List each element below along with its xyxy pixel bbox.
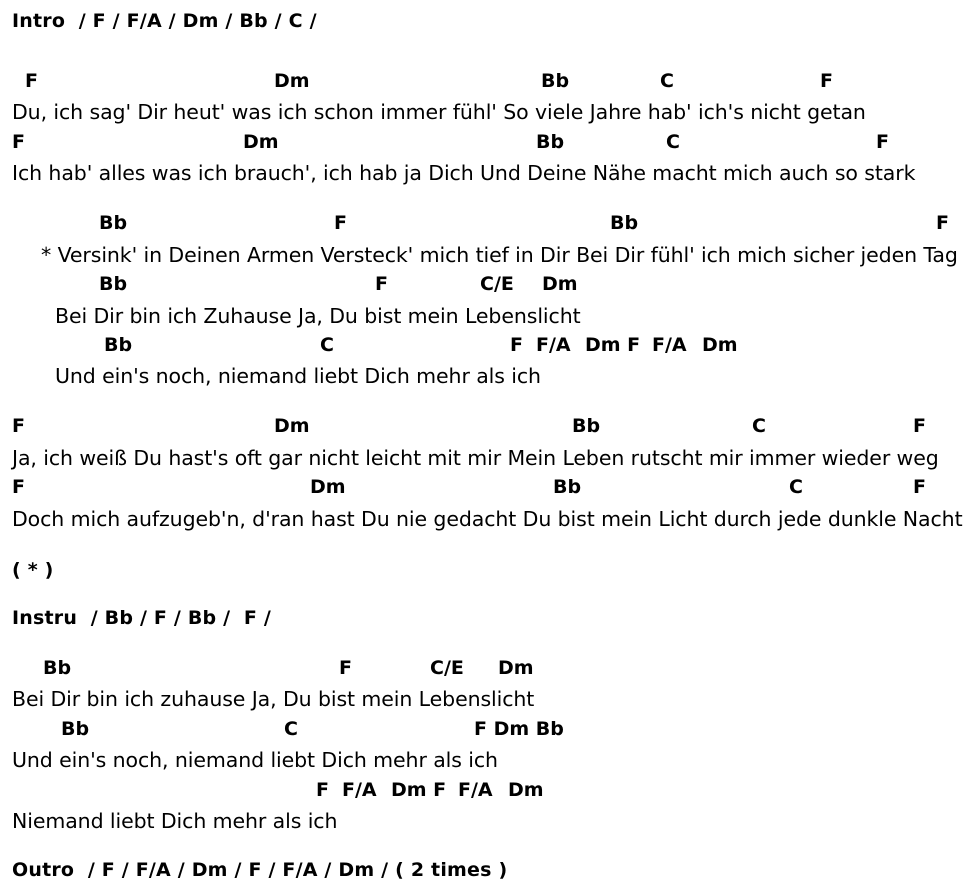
- chord: F: [316, 779, 329, 801]
- chord: F: [913, 476, 926, 498]
- chord: F/A: [536, 334, 571, 356]
- chord: F Dm Bb: [474, 718, 564, 740]
- chord: F: [936, 212, 949, 234]
- chord: F: [913, 415, 926, 437]
- repeat-marker: ( * ): [12, 559, 54, 581]
- outro-line: Outro / F / F/A / Dm / F / F/A / Dm / ( 2 times ): [12, 859, 508, 881]
- chord: Bb: [99, 273, 128, 295]
- lyric-line: Und ein's noch, niemand liebt Dich mehr als ich: [55, 364, 541, 388]
- chord: F/A: [342, 779, 377, 801]
- chord: C/E: [480, 273, 514, 295]
- chord: Bb: [541, 70, 570, 92]
- chord: Bb: [99, 212, 128, 234]
- chord: Dm: [274, 70, 310, 92]
- intro-line: Intro / F / F/A / Dm / Bb / C /: [12, 10, 317, 32]
- chord: C: [660, 70, 674, 92]
- chord: Bb: [61, 718, 90, 740]
- chord: F: [12, 415, 25, 437]
- chord: C: [320, 334, 334, 356]
- chord: Bb: [553, 476, 582, 498]
- chord: Bb: [572, 415, 601, 437]
- chord: F/A: [458, 779, 493, 801]
- chord: Dm: [310, 476, 346, 498]
- chord: F: [12, 131, 25, 153]
- lyric-line: Bei Dir bin ich Zuhause Ja, Du bist mein Lebenslicht: [55, 304, 581, 328]
- chord: F: [25, 70, 38, 92]
- chord: F/A: [652, 334, 687, 356]
- chord: F: [510, 334, 523, 356]
- chord: Bb: [536, 131, 565, 153]
- chord: C: [284, 718, 298, 740]
- lyric-line: Ich hab' alles was ich brauch', ich hab ja Dich Und Deine Nähe macht mich auch so stark: [12, 161, 916, 185]
- chord: C/E: [430, 657, 464, 679]
- lyric-line: Und ein's noch, niemand liebt Dich mehr als ich: [12, 748, 498, 772]
- lyric-line: Doch mich aufzugeb'n, d'ran hast Du nie gedacht Du bist mein Licht durch jede dunkle Nacht: [12, 507, 963, 531]
- lyric-line: Bei Dir bin ich zuhause Ja, Du bist mein Lebenslicht: [12, 687, 535, 711]
- lyric-line: * Versink' in Deinen Armen Versteck' mich tief in Dir Bei Dir fühl' ich mich sicher jeden Tag: [41, 243, 958, 267]
- instru-line: Instru / Bb / F / Bb / F /: [12, 607, 272, 629]
- lyric-line: Du, ich sag' Dir heut' was ich schon immer fühl' So viele Jahre hab' ich's nicht getan: [12, 100, 866, 124]
- chord: F: [876, 131, 889, 153]
- lyric-line: Ja, ich weiß Du hast's oft gar nicht leicht mit mir Mein Leben rutscht mir immer wieder weg: [12, 446, 939, 470]
- chord: Bb: [43, 657, 72, 679]
- chord: Bb: [104, 334, 133, 356]
- chord: F: [12, 476, 25, 498]
- chord: Dm: [542, 273, 578, 295]
- chord: Dm F: [585, 334, 641, 356]
- chord: F: [334, 212, 347, 234]
- lyric-line: Niemand liebt Dich mehr als ich: [12, 809, 338, 833]
- chord: F: [339, 657, 352, 679]
- chord: Dm: [498, 657, 534, 679]
- chord: Dm F: [391, 779, 447, 801]
- chord: C: [789, 476, 803, 498]
- chord: C: [666, 131, 680, 153]
- chord: Dm: [508, 779, 544, 801]
- chord: C: [752, 415, 766, 437]
- chord: Bb: [610, 212, 639, 234]
- chord: Dm: [702, 334, 738, 356]
- chord: F: [820, 70, 833, 92]
- chord: Dm: [274, 415, 310, 437]
- chord: Dm: [243, 131, 279, 153]
- chord: F: [375, 273, 388, 295]
